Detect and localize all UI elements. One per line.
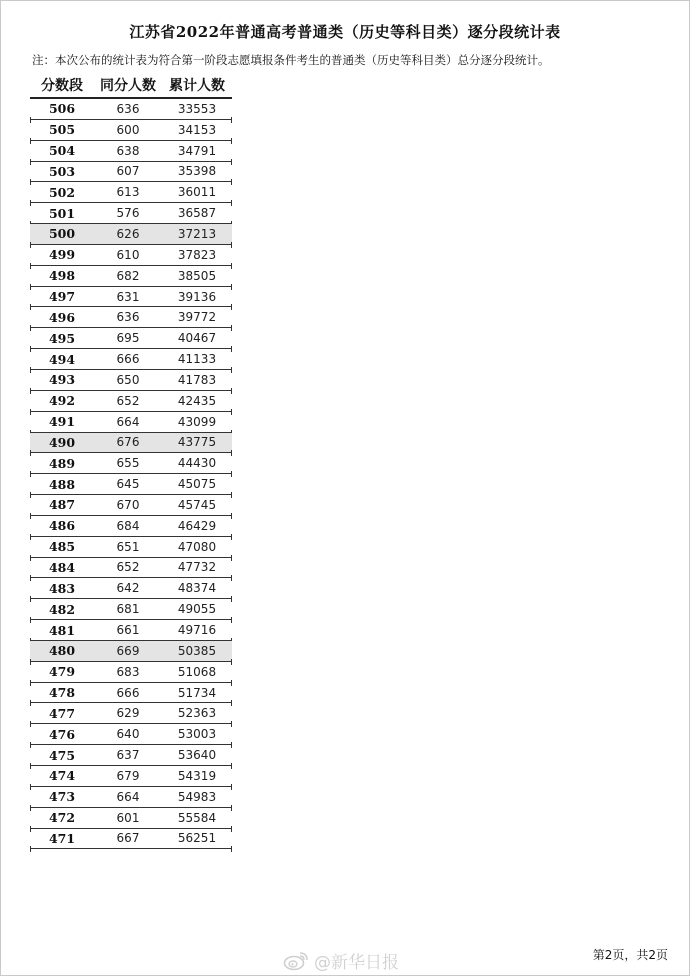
cell-cumulative: 40467: [177, 331, 217, 346]
cell-cumulative: 53003: [177, 727, 217, 742]
cell-same-count: 652: [116, 560, 140, 575]
cell-cumulative: 48374: [177, 581, 217, 596]
cell-same-count: 695: [116, 331, 140, 346]
cell-cumulative: 51068: [177, 664, 217, 679]
cell-cumulative: 37823: [177, 247, 217, 262]
cell-same-count: 681: [116, 602, 140, 617]
cell-cumulative: 46429: [177, 518, 217, 533]
cell-same-count: 651: [116, 539, 140, 554]
table-row: [30, 433, 232, 454]
table-row: [30, 703, 232, 724]
cell-same-count: 650: [116, 372, 140, 387]
cell-same-count: 664: [116, 414, 140, 429]
table-row: [30, 203, 232, 224]
document-title: 江苏省2022年普通高考普通类（历史等科目类）逐分段统计表: [129, 23, 561, 41]
cell-cumulative: 47732: [177, 560, 217, 575]
cell-same-count: 666: [116, 352, 140, 367]
table-row: [30, 662, 232, 683]
cell-score: 500: [48, 226, 76, 242]
cell-cumulative: 50385: [177, 643, 217, 658]
cell-same-count: 636: [116, 310, 140, 325]
header-same-count: 同分人数: [100, 78, 156, 94]
cell-cumulative: 44430: [177, 456, 217, 471]
cell-cumulative: 36011: [177, 185, 217, 200]
header-cumulative: 累计人数: [169, 78, 225, 94]
cell-score: 502: [48, 184, 76, 200]
cell-cumulative: 52363: [177, 706, 217, 721]
table-row: [30, 328, 232, 349]
cell-score: 482: [48, 601, 76, 617]
cell-score: 493: [48, 372, 76, 388]
table-row: [30, 182, 232, 203]
cell-cumulative: 45075: [177, 477, 217, 492]
cell-score: 486: [48, 518, 76, 534]
cell-score: 497: [48, 289, 76, 305]
table-row: [30, 578, 232, 599]
cell-same-count: 652: [116, 393, 140, 408]
score-table: [30, 73, 232, 849]
cell-score: 506: [48, 101, 76, 117]
table-row: [30, 245, 232, 266]
cell-cumulative: 33553: [177, 101, 217, 116]
document-note: 注：本次公布的统计表为符合第一阶段志愿填报条件考生的普通类（历史等科目类）总分逐分段统计。: [32, 53, 550, 67]
table-row: [30, 307, 232, 328]
cell-same-count: 682: [116, 268, 140, 283]
cell-score: 480: [48, 643, 76, 659]
cell-same-count: 638: [116, 143, 140, 158]
cell-same-count: 684: [116, 518, 140, 533]
cell-same-count: 613: [116, 185, 140, 200]
table-row: [30, 141, 232, 162]
weibo-icon: [283, 951, 309, 971]
cell-score: 478: [48, 685, 76, 701]
cell-score: 491: [48, 414, 76, 430]
table-row: [30, 120, 232, 141]
table-row: [30, 745, 232, 766]
cell-same-count: 576: [116, 206, 140, 221]
cell-cumulative: 55584: [177, 810, 217, 825]
cell-same-count: 666: [116, 685, 140, 700]
cell-cumulative: 34791: [177, 143, 217, 158]
cell-cumulative: 54319: [177, 768, 217, 783]
table-row: [30, 537, 232, 558]
cell-score: 498: [48, 268, 76, 284]
cell-score: 494: [48, 351, 76, 367]
table-row: [30, 287, 232, 308]
cell-same-count: 661: [116, 623, 140, 638]
table-row: [30, 641, 232, 662]
table-row: [30, 349, 232, 370]
table-row: [30, 266, 232, 287]
table-row: [30, 787, 232, 808]
watermark-text: @新华日报: [314, 953, 399, 973]
cell-score: 473: [48, 789, 76, 805]
cell-same-count: 669: [116, 643, 140, 658]
cell-same-count: 645: [116, 477, 140, 492]
cell-score: 501: [48, 205, 76, 221]
cell-score: 492: [48, 393, 76, 409]
cell-score: 475: [48, 747, 76, 763]
cell-same-count: 631: [116, 289, 140, 304]
cell-score: 483: [48, 580, 76, 596]
cell-cumulative: 47080: [177, 539, 217, 554]
table-row: [30, 829, 232, 850]
cell-score: 489: [48, 455, 76, 471]
table-row: [30, 683, 232, 704]
table-row: [30, 224, 232, 245]
cell-cumulative: 45745: [177, 497, 217, 512]
cell-score: 481: [48, 622, 76, 638]
cell-cumulative: 43099: [177, 414, 217, 429]
header-score: 分数段: [41, 78, 83, 94]
cell-score: 495: [48, 330, 76, 346]
cell-cumulative: 43775: [177, 435, 217, 450]
cell-same-count: 629: [116, 706, 140, 721]
cell-same-count: 667: [116, 831, 140, 846]
cell-same-count: 607: [116, 164, 140, 179]
table-row: [30, 412, 232, 433]
cell-cumulative: 34153: [177, 122, 217, 137]
cell-cumulative: 37213: [177, 226, 217, 241]
cell-score: 487: [48, 497, 76, 513]
cell-same-count: 637: [116, 748, 140, 763]
cell-score: 484: [48, 559, 76, 575]
table-header: [30, 73, 232, 99]
cell-score: 477: [48, 705, 76, 721]
cell-cumulative: 54983: [177, 789, 217, 804]
table-row: [30, 599, 232, 620]
cell-score: 496: [48, 309, 76, 325]
cell-cumulative: 49716: [177, 623, 217, 638]
table-row: [30, 766, 232, 787]
cell-cumulative: 35398: [177, 164, 217, 179]
cell-same-count: 640: [116, 727, 140, 742]
cell-same-count: 600: [116, 122, 140, 137]
cell-same-count: 670: [116, 497, 140, 512]
cell-cumulative: 53640: [177, 748, 217, 763]
cell-cumulative: 56251: [177, 831, 217, 846]
table-row: [30, 558, 232, 579]
table-body: [30, 99, 232, 849]
table-row: [30, 495, 232, 516]
cell-same-count: 676: [116, 435, 140, 450]
cell-score: 474: [48, 768, 76, 784]
table-row: [30, 453, 232, 474]
cell-cumulative: 36587: [177, 206, 217, 221]
table-row: [30, 516, 232, 537]
cell-same-count: 636: [116, 101, 140, 116]
cell-score: 471: [48, 830, 76, 846]
table-row: [30, 474, 232, 495]
cell-score: 499: [48, 247, 76, 263]
cell-same-count: 626: [116, 226, 140, 241]
cell-score: 505: [48, 122, 76, 138]
table-row: [30, 162, 232, 183]
cell-cumulative: 41783: [177, 372, 217, 387]
cell-same-count: 601: [116, 810, 140, 825]
cell-cumulative: 42435: [177, 393, 217, 408]
cell-same-count: 642: [116, 581, 140, 596]
page-number: 第2页，共2页: [592, 948, 668, 962]
cell-cumulative: 39136: [177, 289, 217, 304]
table-row: [30, 724, 232, 745]
table-row: [30, 391, 232, 412]
table-row: [30, 99, 232, 120]
cell-score: 485: [48, 539, 76, 555]
cell-same-count: 664: [116, 789, 140, 804]
cell-same-count: 679: [116, 768, 140, 783]
watermark: [283, 948, 399, 973]
cell-score: 476: [48, 726, 76, 742]
cell-score: 472: [48, 810, 76, 826]
cell-cumulative: 41133: [177, 352, 217, 367]
cell-same-count: 655: [116, 456, 140, 471]
cell-score: 479: [48, 664, 76, 680]
cell-same-count: 610: [116, 247, 140, 262]
table-row: [30, 370, 232, 391]
cell-cumulative: 38505: [177, 268, 217, 283]
cell-cumulative: 39772: [177, 310, 217, 325]
cell-cumulative: 49055: [177, 602, 217, 617]
cell-score: 488: [48, 476, 76, 492]
cell-cumulative: 51734: [177, 685, 217, 700]
cell-score: 503: [48, 163, 76, 179]
table-row: [30, 808, 232, 829]
cell-score: 504: [48, 143, 76, 159]
cell-same-count: 683: [116, 664, 140, 679]
table-row: [30, 620, 232, 641]
cell-score: 490: [48, 434, 76, 450]
